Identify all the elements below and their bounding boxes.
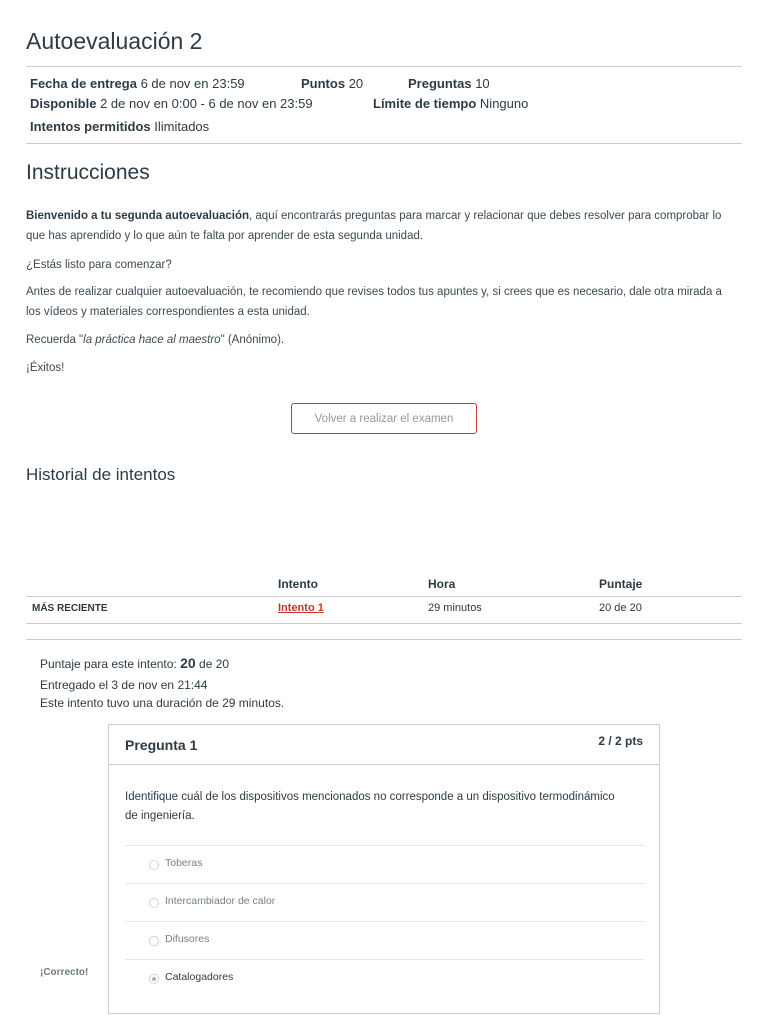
time-limit: Límite de tiempo Ninguno	[373, 96, 529, 111]
attempt-1-link[interactable]: Intento 1	[278, 602, 324, 614]
answer-option[interactable]	[125, 921, 644, 959]
attempt-history-heading: Historial de intentos	[26, 465, 176, 484]
attempt-score: 20 de 20	[599, 602, 642, 614]
retake-quiz-button[interactable]: Volver a realizar el examen	[291, 403, 477, 434]
table-divider	[26, 623, 742, 624]
page-title: Autoevaluación 2	[26, 28, 203, 54]
instructions-paragraph: Bienvenido a tu segunda autoevaluación, aquí encontrarás preguntas para marcar y relacionar que debes resolver para comprobar lo que has aprendido y lo que aún te falta por aprender de esta segunda unidad.	[26, 210, 722, 242]
row-label-latest: MÁS RECIENTE	[32, 603, 108, 614]
radio-button[interactable]	[149, 898, 159, 908]
attempt-duration: Este intento tuvo una duración de 29 minutos.	[40, 696, 285, 710]
instructions-paragraph: Antes de realizar cualquier autoevaluación, te recomiendo que revises todos tus apuntes y, si crees que es necesario, dale otra mirada a los vídeos y materiales correspondientes a esta unidad.	[26, 286, 722, 318]
points-info: Puntos 20	[301, 76, 364, 91]
availability: Disponible 2 de nov en 0:00 - 6 de nov en 23:59	[30, 96, 313, 111]
answer-label: Catalogadores	[165, 971, 234, 983]
answer-option[interactable]	[125, 845, 644, 883]
instructions-quote: Recuerda "la práctica hace al maestro" (Anónimo).	[26, 334, 285, 346]
column-header-score: Puntaje	[599, 577, 643, 591]
answer-label: Intercambiador de calor	[165, 895, 276, 907]
question-header	[109, 725, 659, 765]
question-text: Identifique cuál de los dispositivos mencionados no corresponde a un dispositivo termodinámico de ingeniería.	[125, 791, 615, 822]
due-date: Fecha de entrega 6 de nov en 23:59	[30, 76, 245, 91]
radio-button-selected[interactable]	[149, 974, 159, 984]
answer-label: Difusores	[165, 933, 210, 945]
allowed-attempts: Intentos permitidos Ilimitados	[30, 119, 210, 134]
correct-answer-flag: ¡Correcto!	[40, 967, 89, 978]
divider	[26, 639, 742, 640]
divider	[26, 143, 742, 144]
radio-button[interactable]	[149, 860, 159, 870]
question-card	[108, 724, 660, 1014]
questions-info: Preguntas 10	[408, 76, 490, 91]
instructions-paragraph: ¿Estás listo para comenzar?	[26, 259, 172, 271]
answer-label: Toberas	[165, 857, 203, 869]
divider	[26, 66, 742, 67]
table-divider	[26, 596, 742, 597]
instructions-heading: Instrucciones	[26, 161, 150, 184]
column-header-attempt: Intento	[278, 577, 318, 591]
attempt-score-summary: Puntaje para este intento: 20 de 20	[40, 655, 230, 671]
table-row	[278, 602, 324, 614]
column-header-time: Hora	[428, 577, 456, 591]
answer-option[interactable]	[125, 883, 644, 921]
question-title: Pregunta 1	[125, 737, 198, 753]
attempt-time: 29 minutos	[428, 602, 482, 614]
radio-button[interactable]	[149, 936, 159, 946]
submitted-at: Entregado el 3 de nov en 21:44	[40, 678, 208, 692]
instructions-paragraph: ¡Éxitos!	[26, 362, 65, 374]
answer-option-selected[interactable]	[125, 959, 644, 997]
question-points: 2 / 2 pts	[598, 734, 643, 748]
